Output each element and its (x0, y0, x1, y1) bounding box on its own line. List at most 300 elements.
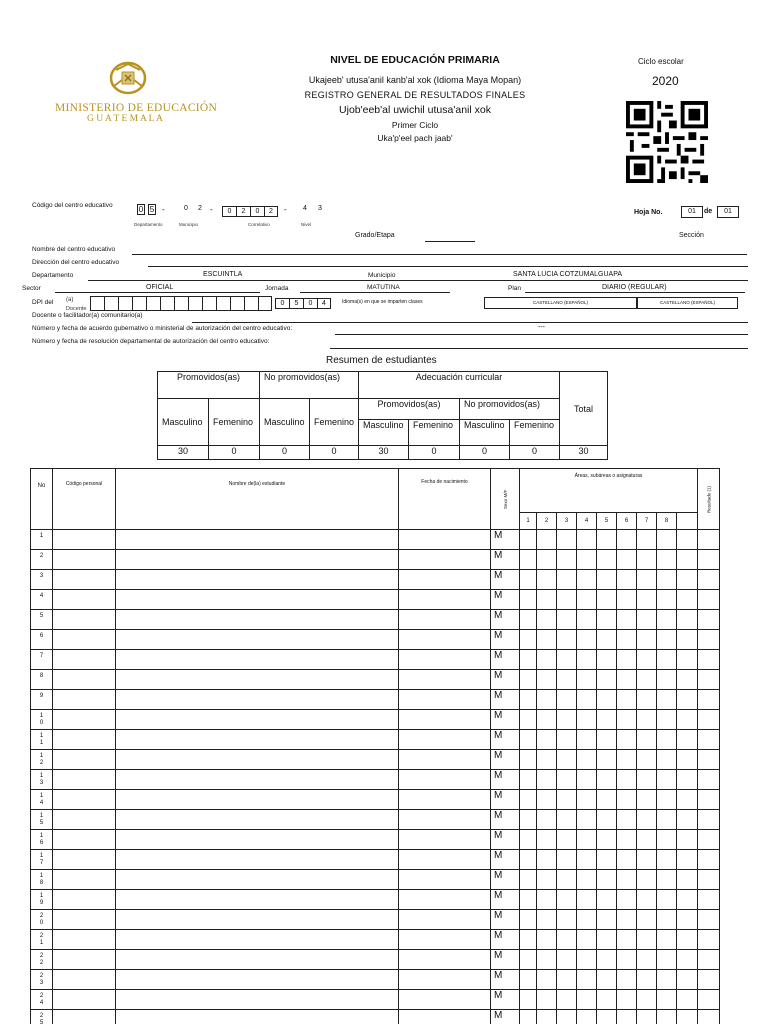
area-score-cell[interactable] (597, 830, 617, 850)
resultado-cell[interactable] (698, 570, 720, 590)
fecha-cell[interactable] (399, 750, 491, 770)
area-score-cell[interactable] (677, 850, 698, 870)
area-score-cell[interactable] (657, 870, 677, 890)
area-score-cell[interactable] (657, 1010, 677, 1024)
area-score-cell[interactable] (577, 870, 597, 890)
area-score-cell[interactable] (677, 770, 698, 790)
area-score-cell[interactable] (577, 570, 597, 590)
nombre-cell[interactable] (116, 810, 399, 830)
area-score-cell[interactable] (617, 770, 637, 790)
area-score-cell[interactable] (617, 910, 637, 930)
nombre-cell[interactable] (116, 530, 399, 550)
nombre-cell[interactable] (116, 990, 399, 1010)
area-score-cell[interactable] (577, 610, 597, 630)
area-score-cell[interactable] (597, 590, 617, 610)
resultado-cell[interactable] (698, 850, 720, 870)
resultado-cell[interactable] (698, 770, 720, 790)
area-score-cell[interactable] (577, 850, 597, 870)
area-score-cell[interactable] (577, 830, 597, 850)
codigo-cell[interactable] (53, 870, 116, 890)
area-score-cell[interactable] (657, 530, 677, 550)
area-score-cell[interactable] (637, 610, 657, 630)
area-score-cell[interactable] (677, 810, 698, 830)
nombre-cell[interactable] (116, 650, 399, 670)
area-score-cell[interactable] (657, 750, 677, 770)
resultado-cell[interactable] (698, 1010, 720, 1024)
area-score-cell[interactable] (557, 870, 577, 890)
area-score-cell[interactable] (617, 690, 637, 710)
resultado-cell[interactable] (698, 950, 720, 970)
area-score-cell[interactable] (637, 930, 657, 950)
resultado-cell[interactable] (698, 630, 720, 650)
area-score-cell[interactable] (557, 750, 577, 770)
resultado-cell[interactable] (698, 830, 720, 850)
fecha-cell[interactable] (399, 530, 491, 550)
area-score-cell[interactable] (537, 570, 557, 590)
area-score-cell[interactable] (617, 530, 637, 550)
fecha-cell[interactable] (399, 770, 491, 790)
area-score-cell[interactable] (637, 770, 657, 790)
area-score-cell[interactable] (677, 950, 698, 970)
fecha-cell[interactable] (399, 870, 491, 890)
area-score-cell[interactable] (657, 570, 677, 590)
resultado-cell[interactable] (698, 890, 720, 910)
area-score-cell[interactable] (537, 610, 557, 630)
area-score-cell[interactable] (597, 810, 617, 830)
area-score-cell[interactable] (677, 670, 698, 690)
area-score-cell[interactable] (557, 810, 577, 830)
area-score-cell[interactable] (597, 910, 617, 930)
area-score-cell[interactable] (597, 610, 617, 630)
area-score-cell[interactable] (677, 730, 698, 750)
area-score-cell[interactable] (537, 850, 557, 870)
area-score-cell[interactable] (577, 910, 597, 930)
area-score-cell[interactable] (597, 690, 617, 710)
codigo-cell[interactable] (53, 770, 116, 790)
area-score-cell[interactable] (557, 710, 577, 730)
area-score-cell[interactable] (617, 990, 637, 1010)
area-score-cell[interactable] (637, 730, 657, 750)
area-score-cell[interactable] (520, 730, 537, 750)
codigo-cell[interactable] (53, 890, 116, 910)
fecha-cell[interactable] (399, 1010, 491, 1024)
fecha-cell[interactable] (399, 830, 491, 850)
resultado-cell[interactable] (698, 530, 720, 550)
area-score-cell[interactable] (537, 890, 557, 910)
area-score-cell[interactable] (557, 990, 577, 1010)
area-score-cell[interactable] (537, 650, 557, 670)
area-score-cell[interactable] (677, 690, 698, 710)
area-score-cell[interactable] (677, 590, 698, 610)
area-score-cell[interactable] (577, 930, 597, 950)
codigo-cell[interactable] (53, 910, 116, 930)
area-score-cell[interactable] (557, 930, 577, 950)
area-score-cell[interactable] (597, 850, 617, 870)
area-score-cell[interactable] (637, 630, 657, 650)
area-score-cell[interactable] (557, 1010, 577, 1024)
area-score-cell[interactable] (637, 570, 657, 590)
resultado-cell[interactable] (698, 710, 720, 730)
area-score-cell[interactable] (520, 610, 537, 630)
area-score-cell[interactable] (597, 990, 617, 1010)
codigo-cell[interactable] (53, 850, 116, 870)
area-score-cell[interactable] (577, 630, 597, 650)
codigo-cell[interactable] (53, 550, 116, 570)
area-score-cell[interactable] (557, 830, 577, 850)
codigo-cell[interactable] (53, 1010, 116, 1024)
area-score-cell[interactable] (637, 870, 657, 890)
area-score-cell[interactable] (597, 710, 617, 730)
area-score-cell[interactable] (617, 850, 637, 870)
area-score-cell[interactable] (520, 850, 537, 870)
area-score-cell[interactable] (520, 1010, 537, 1024)
area-score-cell[interactable] (520, 990, 537, 1010)
area-score-cell[interactable] (657, 910, 677, 930)
area-score-cell[interactable] (520, 550, 537, 570)
area-score-cell[interactable] (617, 570, 637, 590)
resultado-cell[interactable] (698, 670, 720, 690)
area-score-cell[interactable] (557, 570, 577, 590)
area-score-cell[interactable] (617, 610, 637, 630)
codigo-cell[interactable] (53, 730, 116, 750)
nombre-cell[interactable] (116, 690, 399, 710)
nombre-cell[interactable] (116, 770, 399, 790)
area-score-cell[interactable] (597, 570, 617, 590)
nombre-cell[interactable] (116, 930, 399, 950)
nombre-cell[interactable] (116, 590, 399, 610)
area-score-cell[interactable] (597, 730, 617, 750)
area-score-cell[interactable] (577, 890, 597, 910)
resultado-cell[interactable] (698, 690, 720, 710)
area-score-cell[interactable] (557, 970, 577, 990)
area-score-cell[interactable] (657, 650, 677, 670)
area-score-cell[interactable] (677, 650, 698, 670)
area-score-cell[interactable] (597, 750, 617, 770)
area-score-cell[interactable] (597, 930, 617, 950)
area-score-cell[interactable] (637, 590, 657, 610)
area-score-cell[interactable] (597, 870, 617, 890)
area-score-cell[interactable] (617, 810, 637, 830)
area-score-cell[interactable] (637, 790, 657, 810)
codigo-cell[interactable] (53, 630, 116, 650)
area-score-cell[interactable] (677, 990, 698, 1010)
area-score-cell[interactable] (617, 950, 637, 970)
area-score-cell[interactable] (617, 1010, 637, 1024)
area-score-cell[interactable] (577, 1010, 597, 1024)
area-score-cell[interactable] (537, 930, 557, 950)
area-score-cell[interactable] (677, 970, 698, 990)
area-score-cell[interactable] (537, 1010, 557, 1024)
area-score-cell[interactable] (657, 930, 677, 950)
codigo-cell[interactable] (53, 970, 116, 990)
area-score-cell[interactable] (677, 870, 698, 890)
area-score-cell[interactable] (677, 910, 698, 930)
area-score-cell[interactable] (537, 990, 557, 1010)
resultado-cell[interactable] (698, 870, 720, 890)
area-score-cell[interactable] (577, 650, 597, 670)
area-score-cell[interactable] (577, 990, 597, 1010)
area-score-cell[interactable] (657, 990, 677, 1010)
area-score-cell[interactable] (537, 770, 557, 790)
area-score-cell[interactable] (537, 530, 557, 550)
area-score-cell[interactable] (577, 770, 597, 790)
fecha-cell[interactable] (399, 650, 491, 670)
fecha-cell[interactable] (399, 670, 491, 690)
area-score-cell[interactable] (637, 850, 657, 870)
area-score-cell[interactable] (617, 590, 637, 610)
nombre-cell[interactable] (116, 790, 399, 810)
area-score-cell[interactable] (597, 790, 617, 810)
nombre-cell[interactable] (116, 850, 399, 870)
area-score-cell[interactable] (520, 810, 537, 830)
area-score-cell[interactable] (617, 670, 637, 690)
area-score-cell[interactable] (557, 650, 577, 670)
codigo-cell[interactable] (53, 670, 116, 690)
area-score-cell[interactable] (557, 890, 577, 910)
area-score-cell[interactable] (617, 650, 637, 670)
area-score-cell[interactable] (557, 950, 577, 970)
area-score-cell[interactable] (577, 970, 597, 990)
area-score-cell[interactable] (520, 830, 537, 850)
area-score-cell[interactable] (577, 810, 597, 830)
area-score-cell[interactable] (597, 550, 617, 570)
resultado-cell[interactable] (698, 790, 720, 810)
resultado-cell[interactable] (698, 970, 720, 990)
area-score-cell[interactable] (677, 1010, 698, 1024)
nombre-cell[interactable] (116, 750, 399, 770)
area-score-cell[interactable] (537, 830, 557, 850)
area-score-cell[interactable] (657, 630, 677, 650)
area-score-cell[interactable] (557, 910, 577, 930)
nombre-cell[interactable] (116, 550, 399, 570)
nombre-cell[interactable] (116, 970, 399, 990)
area-score-cell[interactable] (637, 690, 657, 710)
area-score-cell[interactable] (577, 690, 597, 710)
fecha-cell[interactable] (399, 850, 491, 870)
nombre-cell[interactable] (116, 870, 399, 890)
area-score-cell[interactable] (637, 530, 657, 550)
area-score-cell[interactable] (537, 730, 557, 750)
area-score-cell[interactable] (557, 550, 577, 570)
nombre-cell[interactable] (116, 890, 399, 910)
area-score-cell[interactable] (677, 570, 698, 590)
area-score-cell[interactable] (637, 810, 657, 830)
area-score-cell[interactable] (557, 590, 577, 610)
area-score-cell[interactable] (677, 830, 698, 850)
area-score-cell[interactable] (537, 790, 557, 810)
area-score-cell[interactable] (520, 970, 537, 990)
area-score-cell[interactable] (520, 530, 537, 550)
area-score-cell[interactable] (657, 710, 677, 730)
area-score-cell[interactable] (520, 750, 537, 770)
fecha-cell[interactable] (399, 810, 491, 830)
area-score-cell[interactable] (557, 730, 577, 750)
area-score-cell[interactable] (597, 630, 617, 650)
area-score-cell[interactable] (557, 670, 577, 690)
area-score-cell[interactable] (677, 710, 698, 730)
codigo-cell[interactable] (53, 590, 116, 610)
area-score-cell[interactable] (637, 670, 657, 690)
area-score-cell[interactable] (677, 750, 698, 770)
fecha-cell[interactable] (399, 610, 491, 630)
area-score-cell[interactable] (617, 870, 637, 890)
fecha-cell[interactable] (399, 630, 491, 650)
nombre-cell[interactable] (116, 950, 399, 970)
area-score-cell[interactable] (637, 710, 657, 730)
area-score-cell[interactable] (617, 710, 637, 730)
resultado-cell[interactable] (698, 750, 720, 770)
codigo-cell[interactable] (53, 530, 116, 550)
nombre-cell[interactable] (116, 710, 399, 730)
area-score-cell[interactable] (577, 590, 597, 610)
area-score-cell[interactable] (537, 550, 557, 570)
area-score-cell[interactable] (537, 870, 557, 890)
area-score-cell[interactable] (637, 750, 657, 770)
area-score-cell[interactable] (617, 790, 637, 810)
fecha-cell[interactable] (399, 790, 491, 810)
fecha-cell[interactable] (399, 990, 491, 1010)
area-score-cell[interactable] (577, 750, 597, 770)
nombre-cell[interactable] (116, 670, 399, 690)
area-score-cell[interactable] (577, 670, 597, 690)
fecha-cell[interactable] (399, 890, 491, 910)
area-score-cell[interactable] (520, 870, 537, 890)
area-score-cell[interactable] (597, 530, 617, 550)
codigo-cell[interactable] (53, 810, 116, 830)
fecha-cell[interactable] (399, 970, 491, 990)
fecha-cell[interactable] (399, 590, 491, 610)
area-score-cell[interactable] (577, 530, 597, 550)
codigo-cell[interactable] (53, 650, 116, 670)
area-score-cell[interactable] (577, 950, 597, 970)
nombre-cell[interactable] (116, 630, 399, 650)
area-score-cell[interactable] (617, 730, 637, 750)
area-score-cell[interactable] (677, 550, 698, 570)
resultado-cell[interactable] (698, 650, 720, 670)
area-score-cell[interactable] (637, 1010, 657, 1024)
area-score-cell[interactable] (617, 630, 637, 650)
codigo-cell[interactable] (53, 610, 116, 630)
codigo-cell[interactable] (53, 690, 116, 710)
fecha-cell[interactable] (399, 690, 491, 710)
fecha-cell[interactable] (399, 910, 491, 930)
fecha-cell[interactable] (399, 550, 491, 570)
fecha-cell[interactable] (399, 950, 491, 970)
area-score-cell[interactable] (657, 850, 677, 870)
area-score-cell[interactable] (577, 730, 597, 750)
nombre-cell[interactable] (116, 830, 399, 850)
area-score-cell[interactable] (537, 670, 557, 690)
resultado-cell[interactable] (698, 810, 720, 830)
area-score-cell[interactable] (557, 630, 577, 650)
area-score-cell[interactable] (537, 690, 557, 710)
area-score-cell[interactable] (657, 610, 677, 630)
area-score-cell[interactable] (637, 890, 657, 910)
area-score-cell[interactable] (537, 910, 557, 930)
area-score-cell[interactable] (557, 690, 577, 710)
codigo-cell[interactable] (53, 790, 116, 810)
area-score-cell[interactable] (617, 930, 637, 950)
area-score-cell[interactable] (637, 950, 657, 970)
resultado-cell[interactable] (698, 930, 720, 950)
area-score-cell[interactable] (520, 650, 537, 670)
codigo-cell[interactable] (53, 750, 116, 770)
area-score-cell[interactable] (677, 610, 698, 630)
area-score-cell[interactable] (537, 630, 557, 650)
nombre-cell[interactable] (116, 730, 399, 750)
area-score-cell[interactable] (657, 970, 677, 990)
area-score-cell[interactable] (520, 930, 537, 950)
area-score-cell[interactable] (617, 750, 637, 770)
resultado-cell[interactable] (698, 730, 720, 750)
codigo-cell[interactable] (53, 990, 116, 1010)
codigo-cell[interactable] (53, 570, 116, 590)
nombre-cell[interactable] (116, 1010, 399, 1024)
area-score-cell[interactable] (520, 690, 537, 710)
area-score-cell[interactable] (677, 890, 698, 910)
codigo-cell[interactable] (53, 930, 116, 950)
area-score-cell[interactable] (657, 890, 677, 910)
nombre-cell[interactable] (116, 910, 399, 930)
area-score-cell[interactable] (597, 1010, 617, 1024)
codigo-cell[interactable] (53, 710, 116, 730)
codigo-cell[interactable] (53, 830, 116, 850)
resultado-cell[interactable] (698, 550, 720, 570)
area-score-cell[interactable] (657, 950, 677, 970)
area-score-cell[interactable] (520, 590, 537, 610)
area-score-cell[interactable] (557, 770, 577, 790)
area-score-cell[interactable] (617, 550, 637, 570)
area-score-cell[interactable] (657, 590, 677, 610)
area-score-cell[interactable] (537, 750, 557, 770)
area-score-cell[interactable] (597, 650, 617, 670)
area-score-cell[interactable] (677, 530, 698, 550)
fecha-cell[interactable] (399, 570, 491, 590)
area-score-cell[interactable] (557, 530, 577, 550)
fecha-cell[interactable] (399, 710, 491, 730)
codigo-cell[interactable] (53, 950, 116, 970)
area-score-cell[interactable] (557, 850, 577, 870)
area-score-cell[interactable] (637, 970, 657, 990)
area-score-cell[interactable] (537, 590, 557, 610)
area-score-cell[interactable] (537, 710, 557, 730)
area-score-cell[interactable] (597, 950, 617, 970)
area-score-cell[interactable] (520, 790, 537, 810)
area-score-cell[interactable] (657, 670, 677, 690)
area-score-cell[interactable] (557, 790, 577, 810)
nombre-cell[interactable] (116, 610, 399, 630)
nombre-cell[interactable] (116, 570, 399, 590)
area-score-cell[interactable] (577, 550, 597, 570)
area-score-cell[interactable] (677, 630, 698, 650)
area-score-cell[interactable] (520, 710, 537, 730)
fecha-cell[interactable] (399, 730, 491, 750)
area-score-cell[interactable] (637, 550, 657, 570)
resultado-cell[interactable] (698, 990, 720, 1010)
fecha-cell[interactable] (399, 930, 491, 950)
area-score-cell[interactable] (520, 570, 537, 590)
area-score-cell[interactable] (597, 890, 617, 910)
area-score-cell[interactable] (537, 970, 557, 990)
area-score-cell[interactable] (537, 950, 557, 970)
area-score-cell[interactable] (657, 550, 677, 570)
area-score-cell[interactable] (617, 830, 637, 850)
area-score-cell[interactable] (677, 930, 698, 950)
area-score-cell[interactable] (657, 770, 677, 790)
area-score-cell[interactable] (617, 970, 637, 990)
area-score-cell[interactable] (597, 970, 617, 990)
area-score-cell[interactable] (597, 770, 617, 790)
